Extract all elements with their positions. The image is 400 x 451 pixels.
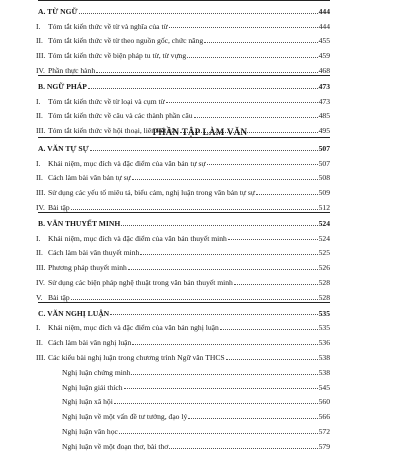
dot-leader (114, 403, 318, 404)
toc-entry (38, 60, 330, 75)
toc-entry-title (38, 22, 168, 31)
toc-entry-number: III. (36, 352, 46, 362)
toc-entry-title (38, 203, 70, 212)
toc-entry-text: Cách làm bài văn thuyết minh (48, 248, 140, 258)
dot-leader (220, 329, 318, 330)
toc-page-number: 579 (318, 441, 330, 451)
toc-subentry (38, 406, 330, 421)
toc-entry-title (38, 383, 123, 392)
toc-entry-number: II. (36, 338, 43, 348)
toc-entry-title (38, 293, 70, 302)
toc-entry-title (38, 412, 187, 421)
toc-page-number: 508 (318, 173, 330, 183)
toc-entry-text: Phần thực hành (48, 65, 96, 75)
toc-entry-title (38, 51, 186, 60)
toc-entry-text: Nghị luận về một đoạn thơ, bài thơ (62, 441, 169, 451)
toc-entry-number: III. (36, 263, 46, 273)
toc-entry (38, 45, 330, 60)
toc-entry-number: III. (36, 126, 46, 136)
toc-entry-title (38, 397, 113, 406)
toc-entry (38, 16, 330, 31)
dot-leader (88, 88, 318, 89)
toc-entry-number: I. (36, 158, 41, 168)
toc-subentry (38, 362, 330, 377)
dot-leader (132, 179, 318, 180)
dot-leader (187, 57, 317, 58)
toc-entry-title (38, 111, 193, 120)
toc-entry-title (38, 7, 78, 16)
toc-page-number: 528 (318, 277, 330, 287)
toc-entry-title (38, 82, 87, 91)
toc-page-number: 538 (318, 352, 330, 362)
toc-page-number: 538 (318, 367, 330, 377)
toc-page-number: 560 (318, 397, 330, 407)
toc-entry-title (38, 263, 127, 272)
toc-page-number: 444 (318, 6, 330, 16)
toc-page-number: 509 (318, 188, 330, 198)
toc-entry-number: II. (36, 111, 43, 121)
toc-page-number: 524 (318, 233, 330, 243)
toc-subentry (38, 392, 330, 407)
toc-entry (38, 197, 330, 212)
toc-page-number: 566 (318, 412, 330, 422)
toc-entry-title (38, 323, 219, 332)
toc-entry-number: IV. (36, 277, 45, 287)
toc-entry-number: III. (36, 51, 46, 61)
toc-page-number: 535 (318, 323, 330, 333)
dot-leader (226, 359, 318, 360)
toc-entry-text: Tóm tắt kiến thức về câu và các thành phần câu (48, 111, 193, 121)
toc-entry (38, 318, 330, 333)
toc-entry-text: B. VĂN THUYẾT MINH (38, 218, 121, 228)
toc-entry-title (38, 173, 131, 182)
dot-leader (256, 194, 318, 195)
toc-entry-text: Tóm tắt kiến thức về biện pháp tu từ, từ vựng (48, 51, 187, 61)
toc-entry-number: IV. (36, 65, 45, 75)
toc-entry (38, 257, 330, 272)
dot-leader (128, 269, 318, 270)
toc-entry-number: I. (36, 233, 41, 243)
toc-page-number: 512 (318, 202, 330, 212)
toc-section-heading (38, 303, 330, 318)
toc-entry-text: Cách làm bài văn nghị luận (48, 338, 132, 348)
toc-subentry (38, 377, 330, 392)
toc-entry (38, 228, 330, 243)
toc-page-number: 535 (318, 308, 330, 318)
toc-page-number: 526 (318, 263, 330, 273)
toc-entry-text: Khái niệm, mục đích và đặc điểm của văn bản nghị luận (48, 323, 219, 333)
toc-entry-number: I. (36, 21, 41, 31)
toc-entry-title (38, 353, 225, 362)
toc-entry-text: Phương pháp thuyết minh (48, 263, 127, 273)
toc-entry-text: A. TỪ NGỮ (38, 6, 78, 16)
toc-entry-title (38, 159, 206, 168)
toc-entry-text: A. VĂN TỰ SỰ (38, 143, 89, 153)
toc-entry-title (38, 427, 118, 436)
dot-leader (124, 388, 318, 389)
toc-entry-title (38, 144, 89, 153)
toc-page-number: 572 (318, 426, 330, 436)
toc-entry-number: III. (36, 188, 46, 198)
dot-leader (169, 448, 317, 449)
dot-leader (96, 72, 317, 73)
toc-page-number: 507 (318, 158, 330, 168)
dot-leader (110, 314, 317, 315)
toc-page-number: 524 (318, 218, 330, 228)
toc-page-number: 525 (318, 248, 330, 258)
toc-entry-text: Các kiểu bài nghị luận trong chương trình Ngữ văn THCS (48, 352, 225, 362)
toc-entry-text: Tóm tắt kiến thức về từ loại và cụm từ (48, 96, 165, 106)
toc-entry-text: Nghị luận xã hội (62, 397, 113, 407)
toc-entry-title (38, 36, 203, 45)
toc-entry-text: Bài tập (48, 292, 70, 302)
toc-page-number: 495 (318, 126, 330, 136)
toc-entry-title (38, 309, 109, 318)
toc-page-number: 473 (318, 96, 330, 106)
toc-entry (38, 347, 330, 362)
toc-page-number: 444 (318, 21, 330, 31)
toc-entry-text: Sử dụng các biện pháp nghệ thuật trong văn bản thuyết minh (48, 277, 233, 287)
toc-entry-number: IV. (36, 202, 45, 212)
toc-entry-text: Khái niệm, mục đích và đặc điểm của văn bản tự sự (48, 158, 206, 168)
toc-entry-text: Nghị luận về một vấn đề tư tưởng, đạo lý (62, 412, 188, 422)
toc-entry (38, 243, 330, 258)
toc-page-number: 528 (318, 292, 330, 302)
toc-page-number: 455 (318, 36, 330, 46)
toc-entry (38, 31, 330, 46)
dot-leader (169, 27, 318, 28)
toc-bottom-section (38, 137, 330, 451)
toc-page-number: 536 (318, 338, 330, 348)
toc-entry-number: II. (36, 36, 43, 46)
toc-entry (38, 91, 330, 106)
toc-entry-title (38, 188, 255, 197)
toc-page-number: 545 (318, 382, 330, 392)
toc-entry-title (38, 97, 165, 106)
dot-leader (204, 42, 317, 43)
toc-entry-number: I. (36, 96, 41, 106)
toc-entry-text: Tóm tắt kiến thức về từ theo nguồn gốc, chức năng (48, 36, 204, 46)
toc-entry-title (38, 66, 95, 75)
toc-entry-text: Cách làm bài văn bản tự sự (48, 173, 131, 183)
toc-section-heading (38, 1, 330, 16)
toc-page-number: 468 (318, 65, 330, 75)
toc-entry-number: I. (36, 323, 41, 333)
toc-entry (38, 332, 330, 347)
dot-leader (90, 150, 318, 151)
toc-entry-text: Tóm tắt kiến thức về hội thoại, liên kết câu (48, 126, 179, 136)
dot-leader (121, 225, 317, 226)
toc-entry-text: Nghị luận văn học (62, 426, 118, 436)
dot-leader (119, 433, 318, 434)
toc-entry-number: II. (36, 173, 43, 183)
toc-entry-text: Nghị luận chứng minh (62, 367, 131, 377)
toc-entry (38, 182, 330, 197)
dot-leader (188, 418, 317, 419)
dot-leader (132, 344, 317, 345)
toc-entry-title (38, 338, 131, 347)
toc-entry-number: V. (36, 292, 43, 302)
dot-leader (207, 164, 318, 165)
toc-page-number: 459 (318, 51, 330, 61)
dot-leader (140, 254, 317, 255)
toc-entry-text: Tóm tắt kiến thức về từ và nghĩa của từ (48, 21, 168, 31)
dot-leader (131, 374, 317, 375)
dot-leader (234, 284, 318, 285)
dot-leader (228, 239, 318, 240)
toc-entry-text: B. NGỮ PHÁP (38, 81, 87, 91)
toc-entry (38, 168, 330, 183)
toc-entry (38, 272, 330, 287)
part-title: PHẦN TẬP LÀM VĂN (152, 127, 248, 137)
toc-entry (38, 106, 330, 121)
toc-page-number: 485 (318, 111, 330, 121)
toc-page-number: 473 (318, 81, 330, 91)
toc-entry-title (38, 368, 130, 377)
toc-entry-title (38, 219, 120, 228)
toc-entry-title (38, 234, 227, 243)
toc-entry-text: Khái niệm, mục đích và đặc điểm của văn bản thuyết minh (48, 233, 227, 243)
toc-section-heading (38, 213, 330, 228)
dot-leader (71, 209, 318, 210)
toc-subentry (38, 421, 330, 436)
toc-entry-text: Bài tập (48, 202, 70, 212)
dot-leader (194, 117, 318, 118)
dot-leader (166, 102, 318, 103)
toc-entry-title (38, 278, 233, 287)
toc-entry-text: Nghị luận giải thích (62, 382, 123, 392)
toc-entry-text: C. VĂN NGHỊ LUẬN (38, 308, 110, 318)
toc-entry (38, 287, 330, 302)
toc-section-heading (38, 138, 330, 153)
dot-leader (79, 13, 318, 14)
toc-entry-text: Sử dụng các yếu tố miêu tả, biểu cảm, nghị luận trong văn bản tự sự (48, 188, 255, 198)
toc-entry (38, 153, 330, 168)
toc-subentry (38, 436, 330, 451)
toc-entry-title (38, 248, 139, 257)
toc-entry-title (38, 442, 168, 451)
toc-top-section (38, 0, 330, 135)
toc-entry-number: II. (36, 248, 43, 258)
dot-leader (71, 299, 318, 300)
toc-page-number: 507 (318, 143, 330, 153)
toc-section-heading (38, 76, 330, 91)
